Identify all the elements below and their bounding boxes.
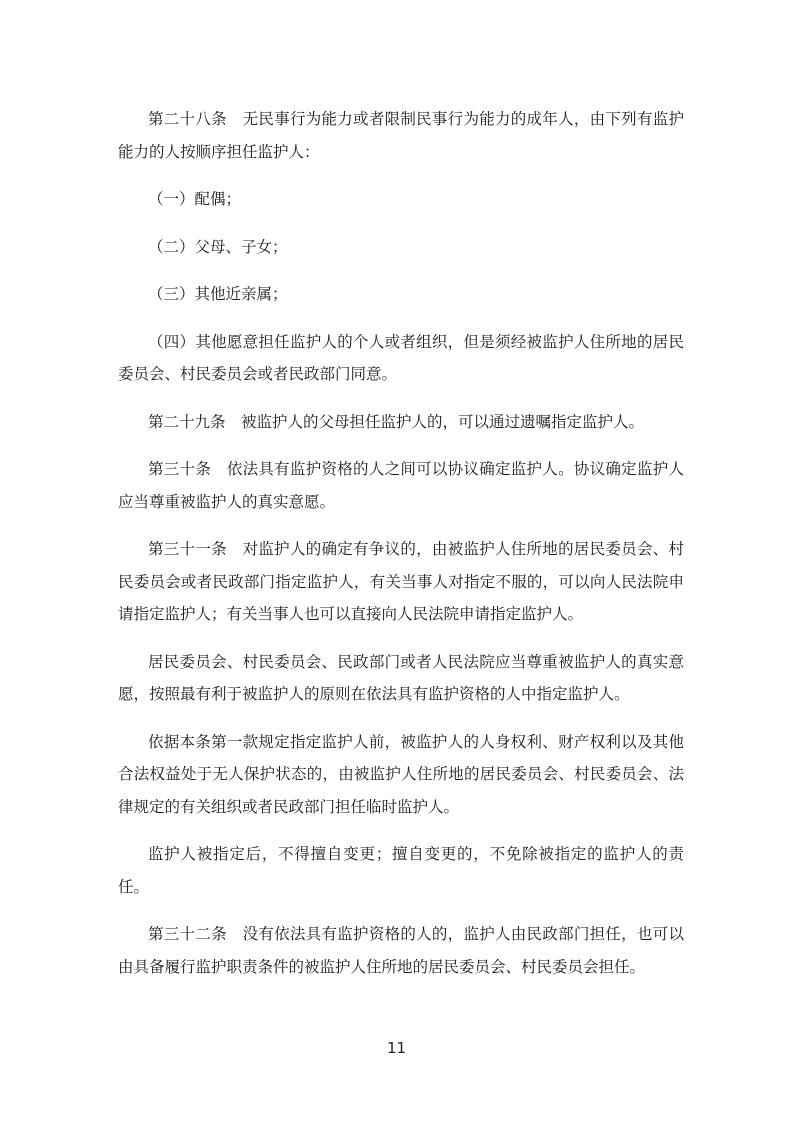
paragraph-article-31: 第三十一条 对监护人的确定有争议的，由被监护人住所地的居民委员会、村民委员会或者民政部门指定监护人，有关当事人对指定不服的，可以向人民法院申请指定监护人；有关当事人也可以直接向人民法院申请指定监护人。 bbox=[118, 540, 684, 623]
paragraph-article-31-clause-2: 居民委员会、村民委员会、民政部门或者人民法院应当尊重被监护人的真实意愿，按照最有利于被监护人的原则在依法具有监护资格的人中指定监护人。 bbox=[118, 652, 684, 703]
paragraph-article-28: 第二十八条 无民事行为能力或者限制民事行为能力的成年人，由下列有监护能力的人按顺序担任监护人： bbox=[118, 110, 684, 161]
paragraph-item-4: （四）其他愿意担任监护人的个人或者组织，但是须经被监护人住所地的居民委员会、村民委员会或者民政部门同意。 bbox=[118, 332, 684, 383]
paragraph-article-31-clause-4: 监护人被指定后，不得擅自变更；擅自变更的，不免除被指定的监护人的责任。 bbox=[118, 845, 684, 896]
document-body bbox=[118, 103, 684, 998]
page-number: 11 bbox=[386, 1039, 407, 1057]
paragraph-item-1: （一）配偶； bbox=[148, 190, 242, 208]
paragraph-item-2: （二）父母、子女； bbox=[148, 237, 288, 256]
paragraph-item-3: （三）其他近亲属； bbox=[148, 285, 288, 303]
paragraph-article-29: 第二十九条 被监护人的父母担任监护人的，可以通过遗嘱指定监护人。 bbox=[148, 412, 645, 431]
paragraph-article-30: 第三十条 依法具有监护资格的人之间可以协议确定监护人。协议确定监护人应当尊重被监护人的真实意愿。 bbox=[118, 460, 684, 511]
paragraph-article-31-clause-3: 依据本条第一款规定指定监护人前，被监护人的人身权利、财产权利以及其他合法权益处于无人保护状态的，由被监护人住所地的居民委员会、村民委员会、法律规定的有关组织或者民政部门担任临时监护人。 bbox=[118, 732, 684, 816]
paragraph-article-32: 第三十二条 没有依法具有监护资格的人的，监护人由民政部门担任，也可以由具备履行监护职责条件的被监护人住所地的居民委员会、村民委员会担任。 bbox=[118, 925, 684, 976]
